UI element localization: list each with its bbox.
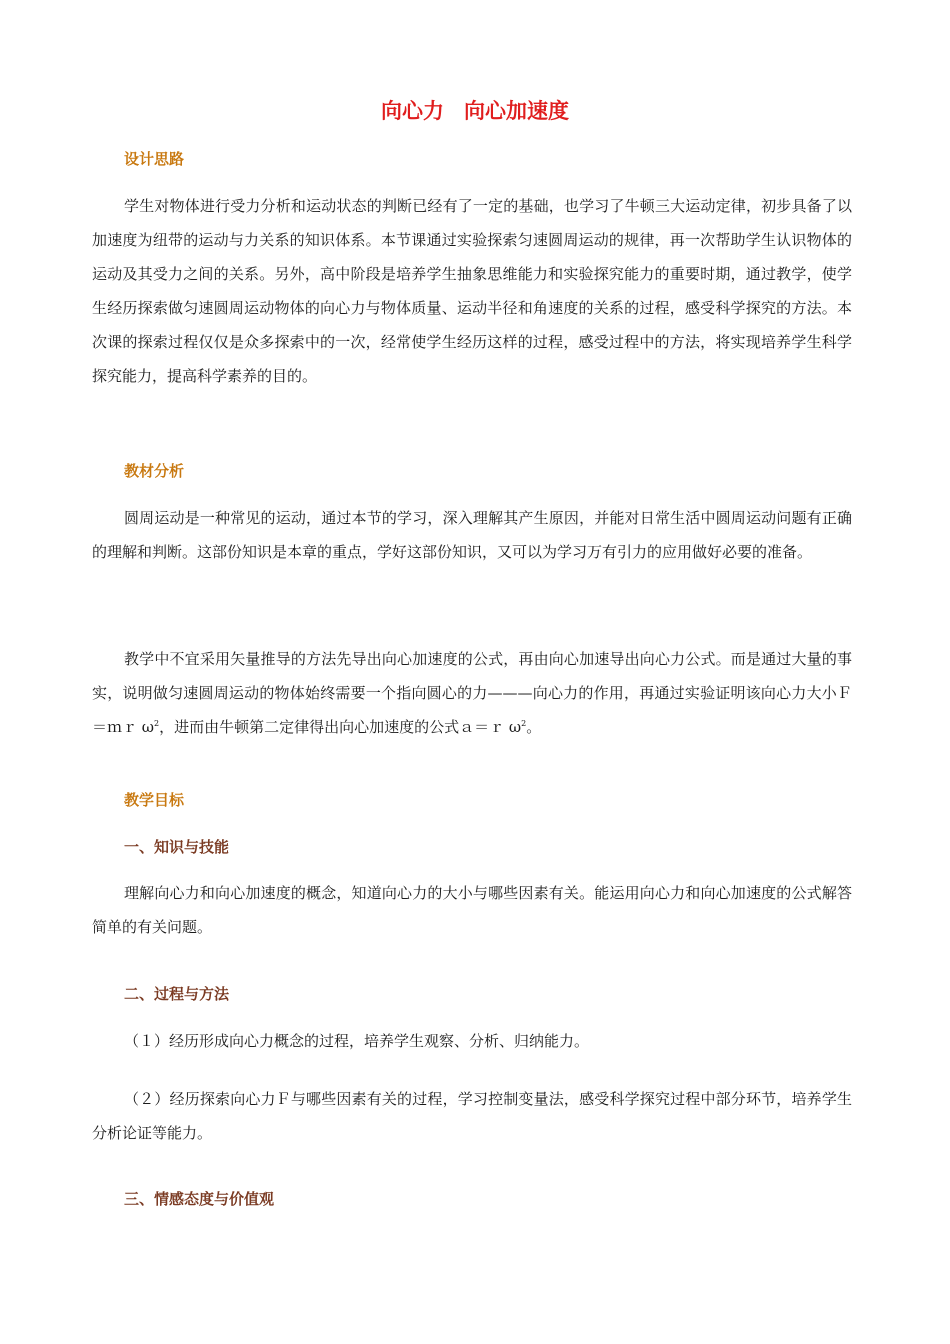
heading-goals: 教学目标: [124, 791, 185, 809]
paragraph-textbook-2: [92, 642, 852, 744]
title-part-2: 向心加速度: [464, 99, 569, 123]
formula-text-a: 教学中不宜采用矢量推导的方法先导出向心加速度的公式，再由向心加速导出向心力公式。而是通过大量的事实，说明做匀速圆周运动的物体始终需要一个指向圆心的力———向心力的作用，再通过实验证明该向心力大小Ｆ＝ｍｒ ω: [92, 650, 852, 736]
superscript-1: 2: [154, 719, 160, 728]
heading-emotion: 三、情感态度与价值观: [124, 1190, 275, 1208]
paragraph-process-1: （１）经历形成向心力概念的过程，培养学生观察、分析、归纳能力。: [124, 1032, 590, 1050]
heading-design: 设计思路: [124, 150, 185, 168]
superscript-2: 2: [521, 719, 527, 728]
formula-text-c: 。: [526, 718, 542, 736]
paragraph-design: 学生对物体进行受力分析和运动状态的判断已经有了一定的基础，也学习了牛顿三大运动定律，初步具备了以加速度为纽带的运动与力关系的知识体系。本节课通过实验探索匀速圆周运动的规律，再一次帮助学生认识物体的运动及其受力之间的关系。另外，高中阶段是培养学生抽象思维能力和实验探究能力的重要时期，通过教学，使学生经历探索做匀速圆周运动物体的向心力与物体质量、运动半径和角速度的关系的过程，感受科学探究的方法。本次课的探索过程仅仅是众多探索中的一次，经常使学生经历这样的过程，感受过程中的方法，将实现培养学生科学探究能力，提高科学素养的目的。: [92, 197, 852, 385]
heading-knowledge: 一、知识与技能: [124, 838, 230, 856]
paragraph-textbook-1: 圆周运动是一种常见的运动，通过本节的学习，深入理解其产生原因，并能对日常生活中圆周运动问题有正确的理解和判断。这部份知识是本章的重点，学好这部份知识，又可以为学习万有引力的应用做好必要的准备。: [92, 509, 852, 561]
paragraph-knowledge: 理解向心力和向心加速度的概念，知道向心力的大小与哪些因素有关。能运用向心力和向心加速度的公式解答简单的有关问题。: [92, 884, 852, 936]
heading-process: 二、过程与方法: [124, 985, 230, 1003]
title-part-1: 向心力: [381, 99, 444, 123]
heading-textbook: 教材分析: [124, 462, 185, 480]
document-title: [0, 96, 950, 126]
paragraph-process-2: （２）经历探索向心力Ｆ与哪些因素有关的过程，学习控制变量法，感受科学探究过程中部分环节，培养学生分析论证等能力。: [92, 1090, 852, 1142]
formula-text-b: ，进而由牛顿第二定律得出向心加速度的公式ａ＝ｒ ω: [159, 718, 522, 736]
